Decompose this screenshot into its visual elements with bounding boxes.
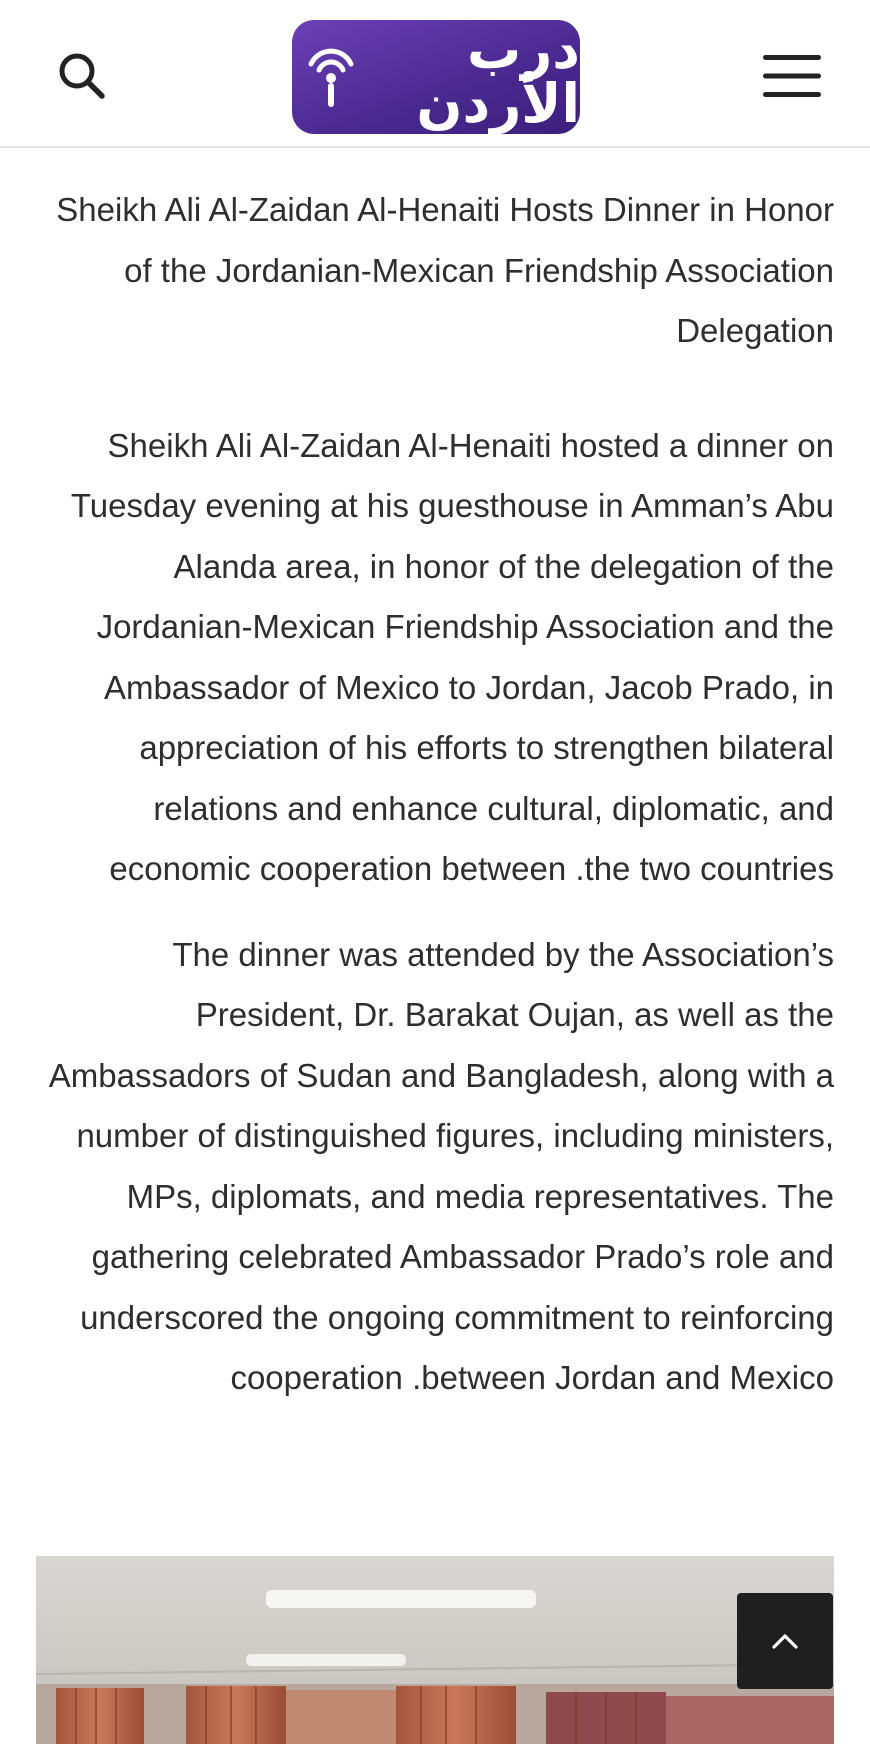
- site-logo[interactable]: [292, 20, 580, 134]
- back-to-top-button[interactable]: [737, 1593, 833, 1689]
- chevron-up-icon: [770, 1631, 800, 1651]
- article-paragraph: Sheikh Ali Al-Zaidan Al-Henaiti hosted a dinner on Tuesday evening at his guesthouse in Amman’s Abu Alanda area, in honor of the delegation of the Jordanian-Mexican Friendship Association and the Ambassador of Mexico to Jordan, Jacob Prado, in appreciation of his efforts to strengthen bilateral relations and enhance cultural, diplomatic, and economic cooperation between .the two countries: [70, 426, 834, 887]
- menu-button[interactable]: [756, 40, 828, 112]
- article-photo: [36, 1556, 834, 1744]
- article-paragraph: The dinner was attended by the Association’s President, Dr. Barakat Oujan, as well as the Ambassadors of Sudan and Bangladesh, along with a number of distinguished figures, including ministers, MPs, diplomats, and media representatives. The gathering celebrated Ambassador Prado’s role and underscored the ongoing commitment to reinforcing cooperation .between Jordan and Mexico: [48, 935, 834, 1396]
- search-button[interactable]: [46, 40, 118, 112]
- article-title: Sheikh Ali Al-Zaidan Al-Henaiti Hosts Dinner in Honor of the Jordanian-Mexican Friendship Association Delegation: [56, 191, 834, 349]
- dinner-hall-photo: [36, 1556, 834, 1744]
- menu-icon: [761, 53, 823, 99]
- search-icon: [55, 49, 109, 103]
- wifi-signal-icon: [306, 42, 356, 112]
- logo-text: درب الأردن: [416, 18, 580, 135]
- article-body: [36, 180, 834, 1409]
- site-header: [0, 0, 870, 148]
